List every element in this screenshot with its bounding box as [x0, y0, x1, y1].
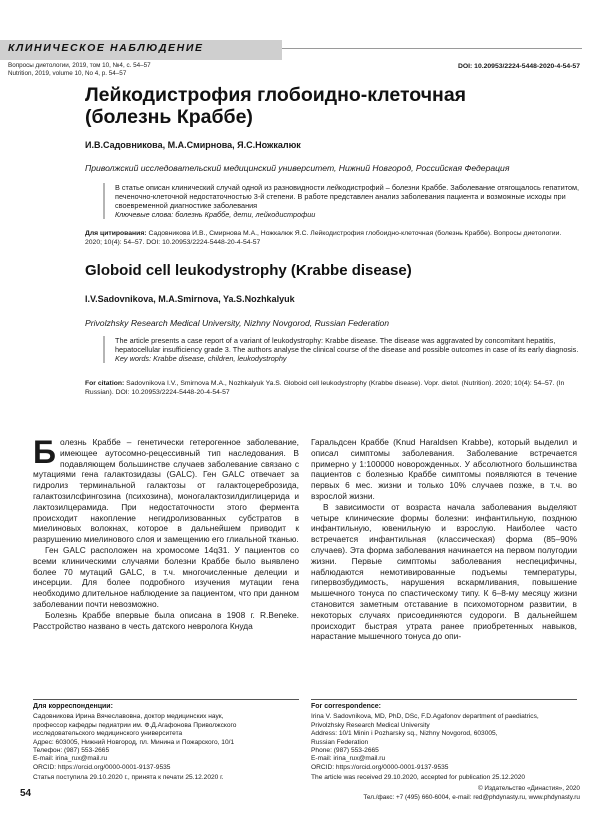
title-ru-line1: Лейкодистрофия глобоидно-клеточная — [85, 84, 467, 106]
right-p2: В зависимости от возраста начала заболевания выделяют четыре клинические формы болезни: инфантильную, позднюю инфантильную, ювенильную и взрослую. Наиболее часто встречается инфантильная (классическая) форма (85–90% случаев). Эта форма заболевания начинается на первом полугодии жизни. Первые симптомы заболевания неспецифичны, наблюдаются немотивированные подъемы температуры, гипервозбудимость, нарушения вскармливания, повышение мышечного тонуса по спастическому типу. К 6–8-му месяцу жизни становится заметным отставание в психомоторном развитии, в некоторых случаях присоединяются судороги. В дальнейшем происходит быстрая утрата ранее приобретенных навыков, нарастание мышечного тонуса до опи- — [311, 501, 577, 642]
corr-ru-line: Садовникова Ирина Вячеславовна, доктор медицинских наук, — [33, 713, 224, 721]
corr-en-line: Irina V. Sadovnikova, MD, PhD, DSc, F.D.Agafonov department of paediatrics, — [311, 713, 539, 721]
citation-ru-text: Садовникова И.В., Смирнова М.А., Ножкалюк Я.С. Лейкодистрофия глобоидно-клеточная (болезнь Краббе). Вопросы диетологии. 2020; 10(4): 54–57. DOI: 10.20953/2224-5448-20-4-54-57 — [85, 230, 562, 246]
journal-ru: Вопросы диетологии, 2019, том 10, №4, с. 54–57 — [8, 62, 151, 69]
corr-ru-received: Статья поступила 29.10.2020 г., принята к печати 25.12.2020 г. — [33, 774, 224, 782]
correspondence-ru — [33, 703, 301, 783]
corr-ru-line: ORCID: https://orcid.org/0000-0001-9137-9535 — [33, 763, 171, 771]
correspondence-en — [311, 703, 579, 783]
publisher-copyright: © Издательство «Династия», 2020 — [477, 785, 580, 792]
corr-ru-line: E-mail: irina_rux@mail.ru — [33, 755, 108, 763]
corr-ru-heading: Для корреспонденции: — [33, 703, 113, 710]
corr-en-line: Phone: (987) 553-2665 — [311, 747, 379, 755]
paragraph — [33, 434, 299, 545]
citation-ru — [85, 230, 577, 247]
corr-ru-line: профессор кафедры педиатрии им. Ф.Д.Агафонова Приволжского — [33, 721, 237, 729]
corr-en-heading: For correspondence: — [311, 703, 382, 710]
corr-en-line: E-mail: irina_rux@mail.ru — [311, 755, 386, 763]
citation-en — [85, 380, 577, 397]
citation-en-text: Sadovnikova I.V., Smirnova M.A., Nozhkalyuk Ya.S. Globoid cell leukodystrophy (Krabbe disease). Vopr. dietol. (Nutrition). 2020; 10(4): 54–57. (In Russian). DOI: 10.20953/2224-5448-20-4-54-57 — [85, 380, 565, 396]
corr-en-line: Privolzhsky Research Medical University — [311, 721, 430, 729]
abstract-en-text: The article presents a case report of a variant of leukodystrophy: Krabbe disease. The disease was aggravated by concomitant hepatitis, hepatocellular insufficiency grade 3. The authors analyse the clinical course of the disease and possible outcomes in case of its early diagnosis. — [115, 336, 579, 354]
publisher-contacts: Тел./факс: +7 (495) 660-6004, e-mail: red@phdynasty.ru, www.phdynasty.ru — [363, 794, 580, 801]
title-ru-line2: (болезнь Краббе) — [85, 106, 253, 128]
corr-rule-right — [311, 699, 577, 700]
title-en: Globoid cell leukodystrophy (Krabbe disease) — [85, 262, 412, 279]
body-left-column — [33, 434, 299, 631]
journal-meta — [8, 62, 151, 78]
corr-en-received: The article was received 29.10.2020, accepted for publication 25.12.2020 — [311, 774, 526, 782]
journal-en: Nutrition, 2019, volume 10, No 4, p. 54–57 — [8, 70, 127, 77]
corr-en-line: ORCID: https://orcid.org/0000-0001-9137-9535 — [311, 763, 449, 771]
affiliation-en: Privolzhsky Research Medical University, Nizhny Novgorod, Russian Federation — [85, 318, 390, 328]
section-label: КЛИНИЧЕСКОЕ НАБЛЮДЕНИЕ — [8, 42, 204, 54]
title-ru — [85, 84, 585, 128]
abstract-ru-text: В статье описан клинический случай одной из разновидности лейкодистрофий – болезни Краббе. Заболевание отягощалось гепатитом, печеночно-клеточной недостаточностью 3-й степени. В работе представлен анализ заболевания пациента и возможные исходы при своевременной диагностике заболевания — [115, 183, 580, 210]
left-p1: олезнь Краббе – генетически гетерогенное заболевание, имеющее аутосомно-рецессивный тип наследования. В подавляющем большинстве случаев заболевание связано с мутациями гена галактозидазы (GALC). Ген GALC отвечает за гидролиз терминальной галактозы от галактоцереброзида, галактозилсфингозина (психозина), моногалактозилдиглицерида и лактозилцерамида. При недостаточности этого фермента происходит накопление негидролизованных субстратов в миелиновых волокнах, которое в дальнейшем приводит к разрушению миелинового слоя и замещению его глиальной тканью. — [33, 437, 299, 545]
authors-ru: И.В.Садовникова, М.А.Смирнова, Я.С.Ножкалюк — [85, 140, 301, 150]
authors-en: I.V.Sadovnikova, M.A.Smirnova, Ya.S.Nozhkalyuk — [85, 294, 295, 304]
citation-ru-label: Для цитирования: — [85, 230, 147, 237]
body-right-column — [311, 437, 577, 642]
left-p2: Ген GALC расположен на хромосоме 14q31. У пациентов со всеми клиническими случаями болезни Краббе было выявлено более 70 мутаций GALC, в т.ч. многочисленные делеции и инсерции. Для более подробного изучения мутации гена необходимо длительное наблюдение за пациентом, что при данном заболевании почти невозможно. — [33, 544, 299, 609]
doi: DOI: 10.20953/2224-5448-2020-4-54-57 — [457, 63, 580, 70]
keywords-ru: Ключевые слова: болезнь Краббе, дети, лейкодистрофии — [115, 210, 316, 219]
dropcap: Б — [33, 434, 56, 470]
corr-en-line: Russian Federation — [311, 738, 369, 746]
page-number: 54 — [20, 788, 32, 799]
affiliation-ru: Приволжский исследовательский медицинский университет, Нижний Новгород, Российская Федерация — [85, 163, 510, 173]
publisher-footer — [363, 784, 580, 802]
corr-ru-line: Телефон: (987) 553-2665 — [33, 747, 110, 755]
corr-ru-line: Адрес: 603005, Нижний Новгород, пл. Минина и Пожарского, 10/1 — [33, 738, 235, 746]
left-p3: Болезнь Краббе впервые была описана в 1908 г. R.Beneke. Расстройство названо в честь датского невролога Кнуда — [33, 609, 299, 631]
corr-rule-left — [33, 699, 299, 700]
right-p1: Гаральдсен Краббе (Knud Haraldsen Krabbe), который выделил и описал симптомы заболевания. Заболевание встречается примерно у 1:100000 новорожденных. У абсолютного большинства пациентов с болезнью Краббе симптомы появляются в течение первых 6 мес. жизни и только 10% случаев позже, в т.ч. во взрослой жизни. — [311, 437, 577, 501]
abstract-ru — [103, 183, 587, 219]
citation-en-label: For citation: — [85, 380, 125, 387]
abstract-en — [103, 336, 587, 363]
corr-en-line: Address: 10/1 Minin i Pozharsky sq., Nizhny Novgorod, 603005, — [311, 730, 498, 738]
header-rule — [282, 48, 582, 49]
corr-ru-line: исследовательского медицинского университета — [33, 730, 183, 738]
keywords-en: Key words: Krabbe disease, children, leukodystrophy — [115, 354, 287, 363]
